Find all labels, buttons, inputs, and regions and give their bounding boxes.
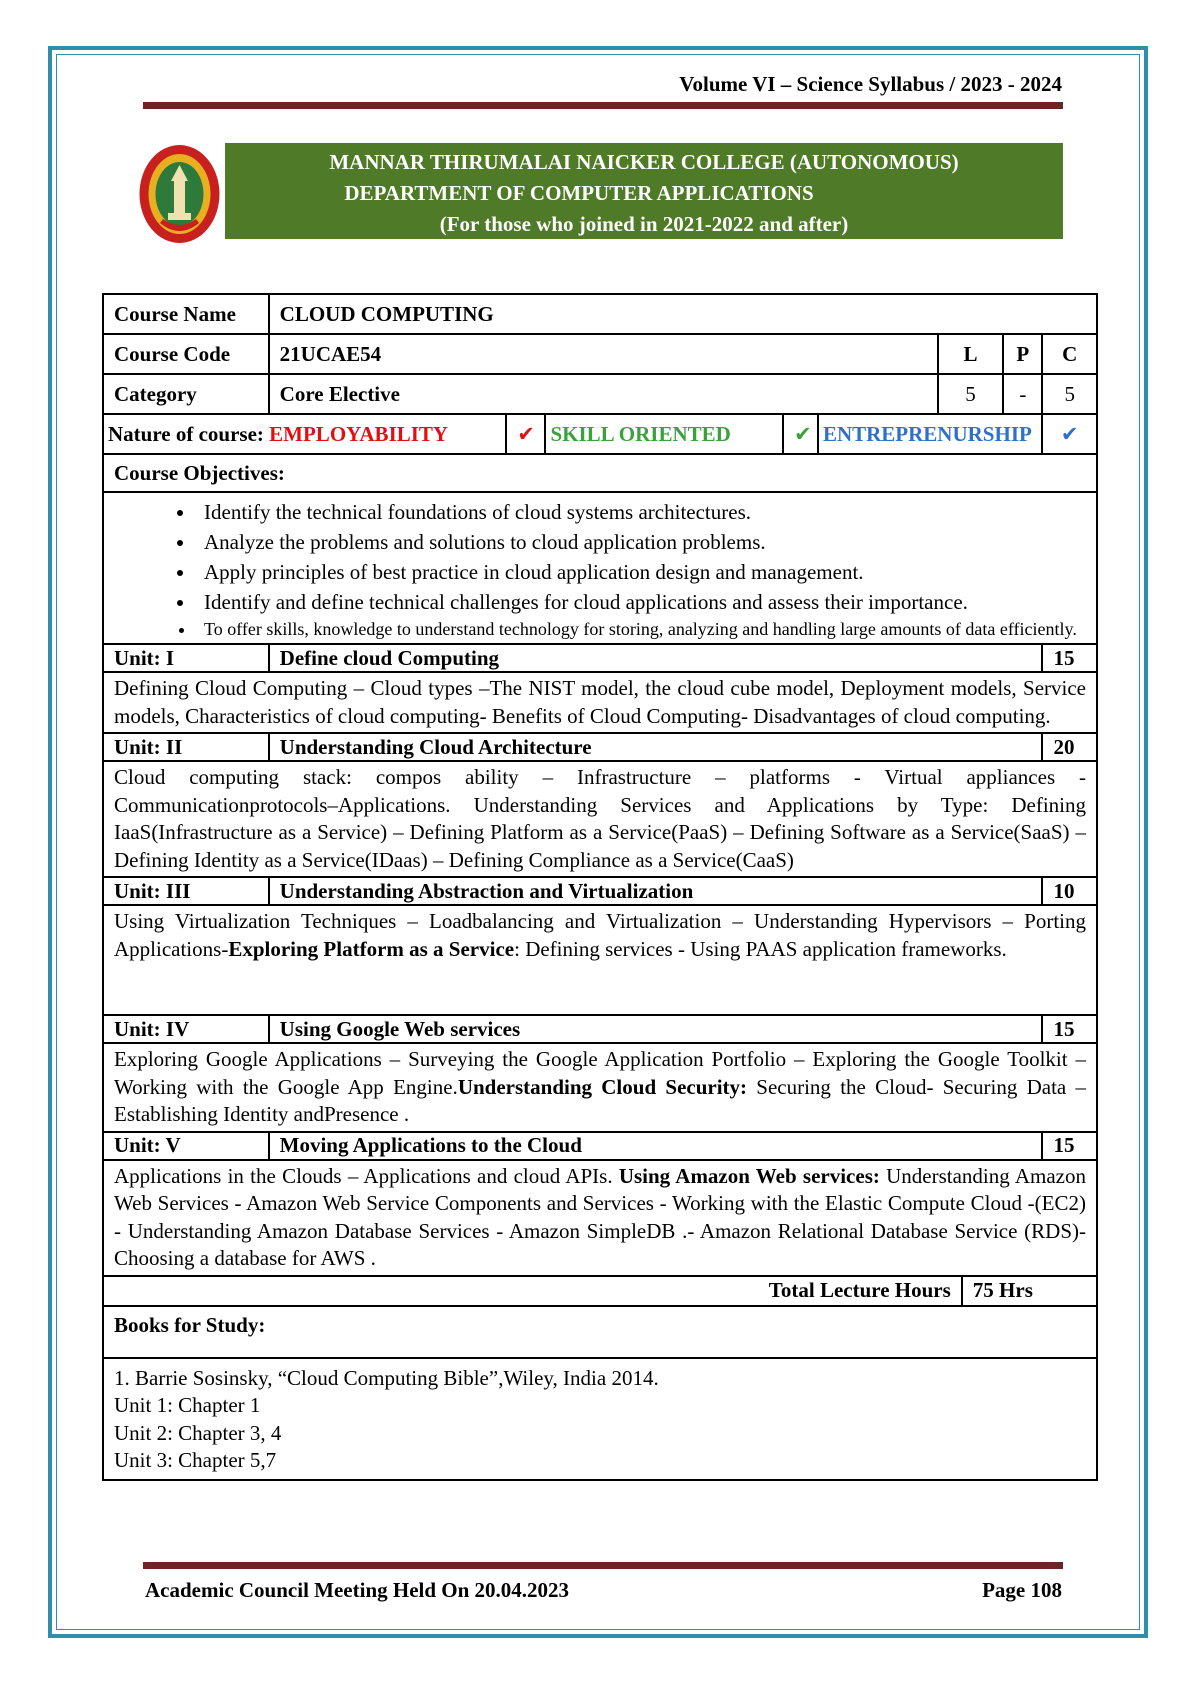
unit-text: Understanding Amazon Web Services - Amazon Web Service Components and Services - Working with the Elastic Compute Cloud -(EC2) - Understanding Amazon Database Services - Amazon SimpleDB .- Amazon Relational Database Service (RDS)- Choosing a database for AWS . <box>114 1163 1086 1270</box>
employability-check-icon: ✔ <box>506 414 545 454</box>
unit-header-row <box>103 1132 1097 1160</box>
total-hours-row <box>103 1276 1097 1306</box>
category-value: Core Elective <box>269 374 938 414</box>
unit-label: Unit: V <box>103 1132 269 1160</box>
objectives-title: Course Objectives: <box>103 454 1097 492</box>
nature-row <box>103 414 1097 454</box>
unit-hours: 20 <box>1042 733 1097 761</box>
total-hours-label: Total Lecture Hours <box>103 1276 962 1306</box>
books-title: Books for Study: <box>103 1306 1097 1358</box>
unit-label: Unit: III <box>103 877 269 905</box>
unit-content <box>103 1043 1097 1132</box>
p-value: - <box>1003 374 1042 414</box>
book-line: Unit 2: Chapter 3, 4 <box>114 1420 282 1445</box>
unit-text: Using Virtualization Techniques – Loadbalancing and Virtualization – Understanding Hypervisors – Porting Applications- <box>114 909 1086 961</box>
book-line: 1. Barrie Sosinsky, “Cloud Computing Bible”,Wiley, India 2014. <box>114 1365 659 1390</box>
unit-text-bold: Using Amazon Web services: <box>618 1163 880 1188</box>
unit-header-row <box>103 1015 1097 1043</box>
unit-label: Unit: I <box>103 644 269 672</box>
unit-content-row <box>103 1160 1097 1276</box>
course-name-value: CLOUD COMPUTING <box>269 294 1097 334</box>
unit-content: Defining Cloud Computing – Cloud types –The NIST model, the cloud cube model, Deployment models, Service models, Characteristics of cloud computing- Benefits of Cloud Computing- Disadvantages of cloud computing. <box>103 672 1097 733</box>
skill-oriented-label: SKILL ORIENTED <box>545 414 783 454</box>
unit-content <box>103 1160 1097 1276</box>
book-line: Unit 1: Chapter 1 <box>114 1393 261 1417</box>
course-code-row <box>103 334 1097 374</box>
unit-header-row <box>103 644 1097 672</box>
unit-hours: 15 <box>1042 1015 1097 1043</box>
unit-label: Unit: IV <box>103 1015 269 1043</box>
college-banner <box>225 143 1063 239</box>
unit-hours: 10 <box>1042 877 1097 905</box>
category-row <box>103 374 1097 414</box>
c-header: C <box>1042 334 1097 374</box>
unit-text: : Defining services - Using PAAS application frameworks. <box>514 936 1007 961</box>
unit-title: Understanding Cloud Architecture <box>269 733 1043 761</box>
category-label: Category <box>103 374 269 414</box>
department-name: DEPARTMENT OF COMPUTER APPLICATIONS <box>344 181 814 205</box>
footer-meeting-note: Academic Council Meeting Held On 20.04.2023 <box>145 1578 570 1602</box>
unit-content: Cloud computing stack: compos ability – Infrastructure – platforms - Virtual appliances - Communicationprotocols–Applications. Understanding Services and Applications by Type: Defining IaaS(Infrastructure as a Service) – Defining Platform as a Service(PaaS) – Defining Software as a Service(SaaS) – Defining Identity as a Service(IDaas) – Defining Compliance as a Service(CaaS) <box>103 761 1097 877</box>
objective-item: • Identify the technical foundations of cloud systems architectures. <box>196 497 1086 527</box>
course-code-value: 21UCAE54 <box>269 334 938 374</box>
course-code-label: Course Code <box>103 334 269 374</box>
batch-note: (For those who joined in 2021-2022 and after) <box>439 212 849 236</box>
unit-header-row <box>103 733 1097 761</box>
unit-hours: 15 <box>1042 644 1097 672</box>
unit-title: Understanding Abstraction and Virtualization <box>269 877 1043 905</box>
unit-content-row <box>103 1043 1097 1132</box>
unit-content <box>103 905 1097 1015</box>
unit-label: Unit: II <box>103 733 269 761</box>
course-name-row <box>103 294 1097 334</box>
objectives-cell <box>103 492 1097 644</box>
unit-title: Using Google Web services <box>269 1015 1043 1043</box>
college-name: MANNAR THIRUMALAI NAICKER COLLEGE (AUTONOMOUS) <box>329 150 959 174</box>
unit-text: Exploring Google Applications – Surveying the Google Application Portfolio – Exploring the Google Toolkit – Working with the Google App Engine. <box>114 1047 1086 1099</box>
objective-item: • Apply principles of best practice in cloud application design and management. <box>196 557 1086 587</box>
p-header: P <box>1003 334 1042 374</box>
books-title-row <box>103 1306 1097 1358</box>
l-value: 5 <box>938 374 1003 414</box>
total-hours-value: 75 Hrs <box>962 1276 1097 1306</box>
page-number: Page 108 <box>982 1578 1062 1602</box>
objectives-row <box>103 492 1097 644</box>
entrepreneurship-check-icon: ✔ <box>1042 414 1097 454</box>
nature-label: Nature of course: <box>108 421 264 446</box>
unit-text: Applications in the Clouds – Applications and cloud APIs. <box>114 1163 619 1188</box>
unit-title: Moving Applications to the Cloud <box>269 1132 1043 1160</box>
books-cell <box>103 1358 1097 1480</box>
unit-content-row <box>103 672 1097 733</box>
book-line: Unit 3: Chapter 5,7 <box>114 1448 277 1472</box>
syllabus-table <box>102 293 1098 1481</box>
objective-item: • Identify and define technical challenges for cloud applications and assess their importance. <box>196 587 1086 617</box>
unit-text-bold: Exploring Platform as a Service <box>228 936 515 961</box>
footer-rule <box>143 1562 1063 1569</box>
objective-item: • Analyze the problems and solutions to cloud application problems. <box>196 527 1086 557</box>
course-name-label: Course Name <box>103 294 269 334</box>
unit-content-row <box>103 761 1097 877</box>
unit-text: Securing the Cloud- Securing Data – Establishing Identity andPresence . <box>114 1074 1086 1126</box>
objective-item: • To offer skills, knowledge to understand technology for storing, analyzing and handling large amounts of data efficiently. <box>196 617 1086 641</box>
unit-header-row <box>103 877 1097 905</box>
employability-label: EMPLOYABILITY <box>269 421 449 446</box>
nature-cell <box>103 414 506 454</box>
college-logo-icon <box>138 143 221 245</box>
books-row <box>103 1358 1097 1480</box>
unit-content-row <box>103 905 1097 1015</box>
unit-text-bold: Understanding Cloud Security: <box>457 1074 748 1099</box>
volume-header: Volume VI – Science Syllabus / 2023 - 2024 <box>679 72 1062 96</box>
unit-title: Define cloud Computing <box>269 644 1043 672</box>
c-value: 5 <box>1042 374 1097 414</box>
l-header: L <box>938 334 1003 374</box>
unit-hours: 15 <box>1042 1132 1097 1160</box>
entrepreneurship-label: ENTREPRENURSHIP <box>818 414 1042 454</box>
header-rule <box>143 102 1063 109</box>
objectives-title-row <box>103 454 1097 492</box>
objectives-list <box>114 497 1086 641</box>
skill-check-icon: ✔ <box>783 414 818 454</box>
